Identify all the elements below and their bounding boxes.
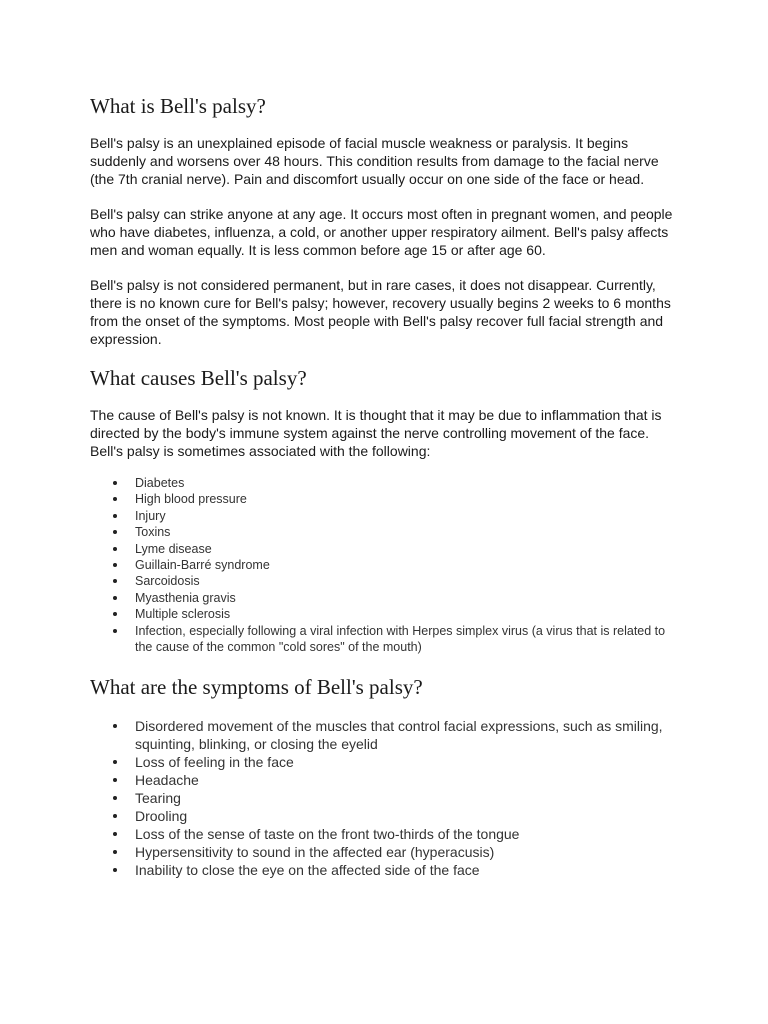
list-item: High blood pressure [90,491,680,507]
symptoms-list [90,717,680,879]
list-item: Guillain-Barré syndrome [90,557,680,573]
list-item: Inability to close the eye on the affected side of the face [90,861,680,879]
list-item: Tearing [90,789,680,807]
paragraph-causes: The cause of Bell's palsy is not known. It is thought that it may be due to inflammation that is directed by the body's immune system against the nerve controlling movement of the face. Bell's palsy is sometimes associated with the following: [90,407,662,459]
heading-symptoms: What are the symptoms of Bell's palsy? [90,675,423,700]
heading-causes: What causes Bell's palsy? [90,366,307,390]
list-item: Hypersensitivity to sound in the affected ear (hyperacusis) [90,843,680,861]
document-content [90,92,680,879]
paragraph-recovery: Bell's palsy is not considered permanent, but in rare cases, it does not disappear. Currently, there is no known cure for Bell's palsy; however, recovery usually begins 2 weeks to 6 months from the onset of the symptoms. Most people with Bell's palsy recover full facial strength and expression. [90,277,671,347]
associated-conditions-list [90,475,680,655]
list-item: Toxins [90,524,680,540]
list-item: Lyme disease [90,541,680,557]
list-item: Sarcoidosis [90,573,680,589]
list-item: Loss of feeling in the face [90,753,680,771]
list-item: Diabetes [90,475,680,491]
list-item: Disordered movement of the muscles that control facial expressions, such as smiling, squinting, blinking, or closing the eyelid [90,717,680,753]
heading-what-is: What is Bell's palsy? [90,94,266,118]
list-item: Headache [90,771,680,789]
list-item: Multiple sclerosis [90,606,680,622]
list-item: Drooling [90,807,680,825]
list-item: Myasthenia gravis [90,590,680,606]
list-item: Injury [90,508,680,524]
paragraph-definition: Bell's palsy is an unexplained episode of facial muscle weakness or paralysis. It begins suddenly and worsens over 48 hours. This condition results from damage to the facial nerve (the 7th cranial nerve). Pain and discomfort usually occur on one side of the face or head. [90,135,659,187]
list-item: Loss of the sense of taste on the front two-thirds of the tongue [90,825,680,843]
list-item: Infection, especially following a viral infection with Herpes simplex virus (a virus that is related to the cause of the common "cold sores" of the mouth) [90,623,680,656]
paragraph-who-affected: Bell's palsy can strike anyone at any age. It occurs most often in pregnant women, and people who have diabetes, influenza, a cold, or another upper respiratory ailment. Bell's palsy affects men and woman equally. It is less common before age 15 or after age 60. [90,206,673,258]
